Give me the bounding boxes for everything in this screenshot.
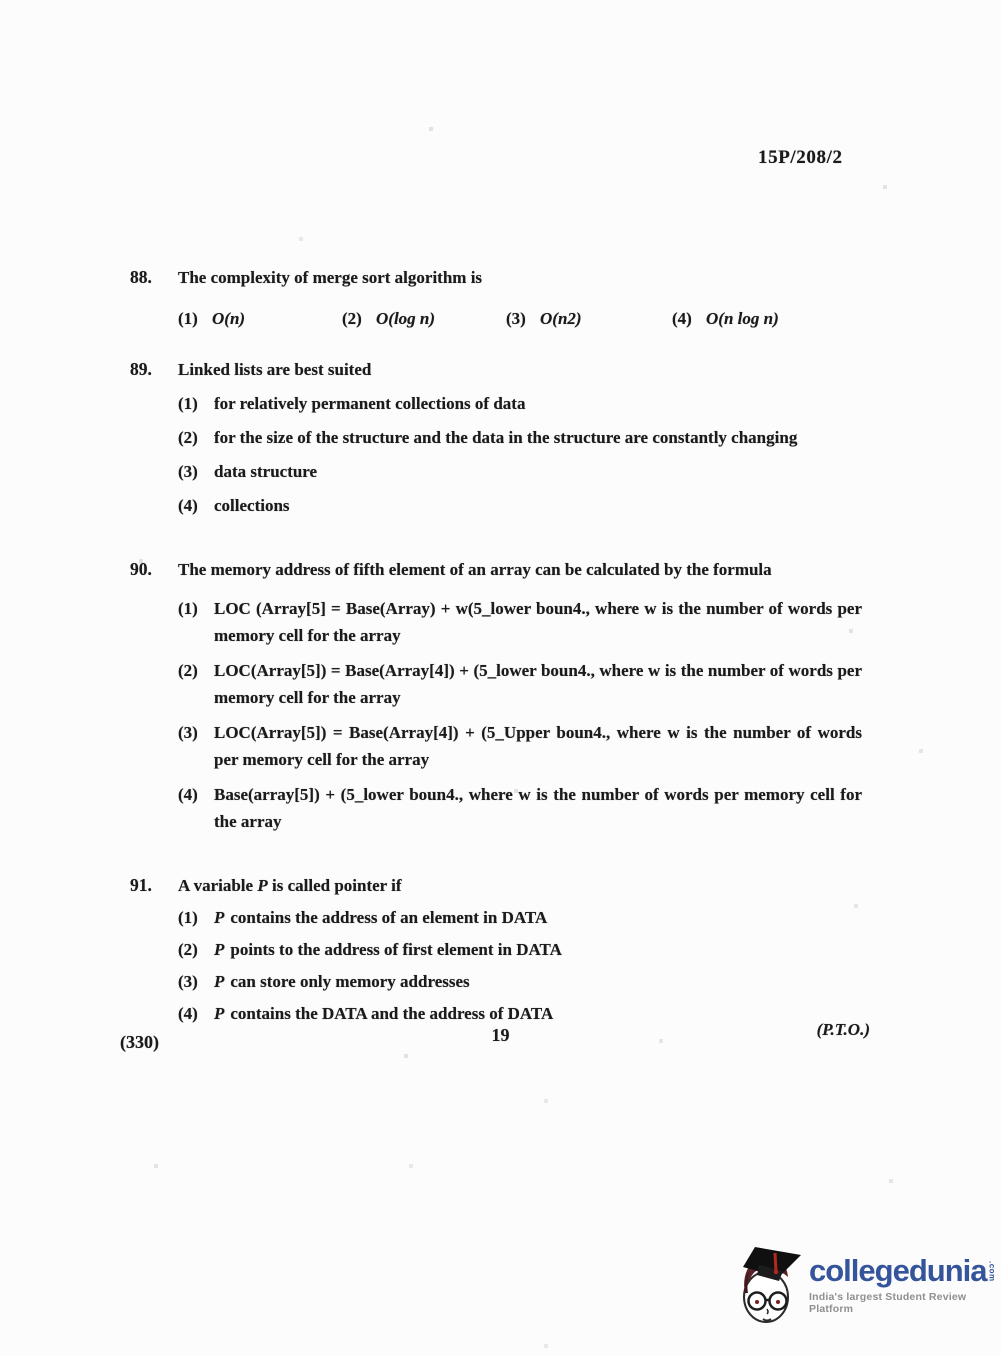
question-text — [178, 872, 402, 899]
option-3 — [178, 458, 878, 485]
option-4 — [178, 781, 878, 835]
option-text: LOC(Array[5]) = Base(Array[4]) + (5_Upper boun4., where w is the number of words per memory cell for the array — [214, 723, 862, 769]
option-label: (2) — [178, 428, 198, 447]
question-text-pre: A variable — [178, 876, 258, 895]
option-1 — [178, 305, 342, 332]
option-text — [214, 968, 470, 995]
option-label: (3) — [178, 972, 198, 991]
page-number: 19 — [491, 1025, 510, 1045]
option-2 — [178, 424, 878, 451]
option-2 — [178, 936, 878, 963]
option-text — [214, 904, 547, 931]
question-90-head — [130, 556, 878, 583]
pto-note: (P.T.O.) — [816, 1020, 870, 1039]
option-label: (4) — [178, 496, 198, 515]
question-text: Linked lists are best suited — [178, 360, 372, 379]
option-text: LOC(Array[5]) = Base(Array[4]) + (5_lower boun4., where w is the number of words per memory cell for the array — [214, 661, 862, 707]
option-text: Base(array[5]) + (5_lower boun4., where w is the number of words per memory cell for the array — [214, 785, 862, 831]
option-label: (1) — [178, 394, 198, 413]
paper-code: 15P/208/2 — [758, 147, 843, 168]
scan-speckles — [0, 0, 2, 2]
option-text: O(n log n) — [706, 309, 779, 328]
option-text: for relatively permanent collections of data — [214, 394, 526, 413]
question-88-options — [178, 305, 878, 332]
option-text-body: contains the address of an element in DATA — [230, 908, 548, 927]
option-3 — [178, 719, 878, 773]
logo-domain-text: .com — [987, 1261, 997, 1282]
collegedunia-logo — [733, 1243, 997, 1343]
collegedunia-mascot-icon — [733, 1243, 805, 1335]
option-4 — [672, 305, 779, 332]
option-text-body: can store only memory addresses — [230, 972, 470, 991]
logo-brand-row — [809, 1255, 996, 1287]
option-label: (2) — [342, 309, 362, 328]
option-label: (1) — [178, 599, 198, 618]
question-90-options — [178, 595, 878, 835]
option-text: O(n) — [212, 309, 246, 328]
question-88 — [130, 264, 878, 332]
option-text: O(n2) — [540, 309, 582, 328]
option-label: (3) — [178, 462, 198, 481]
question-88-head — [130, 264, 878, 291]
question-91-options — [178, 904, 878, 1027]
option-4 — [178, 492, 878, 519]
question-89-options — [178, 390, 878, 519]
question-text: The memory address of fifth element of an array can be calculated by the formula — [178, 560, 772, 579]
question-number: 90. — [130, 559, 152, 579]
variable-p: P — [214, 972, 225, 991]
option-text-body: contains the DATA and the address of DATA — [230, 1004, 554, 1023]
option-text: data structure — [214, 462, 318, 481]
variable-p: P — [214, 940, 225, 959]
option-label: (1) — [178, 309, 198, 328]
option-text — [214, 1000, 553, 1027]
option-text — [214, 936, 562, 963]
question-number: 89. — [130, 359, 152, 379]
option-4 — [178, 1000, 878, 1027]
logo-tagline: India's largest Student Review Platform — [809, 1291, 967, 1315]
option-text: collections — [214, 496, 290, 515]
logo-brand-text: collegedunia — [809, 1253, 987, 1288]
option-label: (4) — [178, 785, 198, 804]
option-label: (1) — [178, 908, 198, 927]
question-number: 88. — [130, 267, 152, 287]
option-label: (4) — [672, 309, 692, 328]
option-label: (2) — [178, 940, 198, 959]
option-text-body: points to the address of first element in DATA — [230, 940, 562, 959]
option-text: O(log n) — [376, 309, 436, 328]
option-label: (3) — [178, 723, 198, 742]
option-1 — [178, 390, 878, 417]
question-90 — [130, 556, 878, 841]
question-number: 91. — [130, 875, 152, 895]
option-text: for the size of the structure and the data in the structure are constantly changing — [214, 428, 798, 447]
option-3 — [178, 968, 878, 995]
option-label: (4) — [178, 1004, 198, 1023]
question-91-head — [130, 872, 878, 899]
option-2 — [178, 657, 878, 711]
option-text: LOC (Array[5] = Base(Array) + w(5_lower boun4., where w is the number of words per memory cell for the array — [214, 599, 862, 645]
option-2 — [342, 305, 506, 332]
logo-text-column — [809, 1255, 996, 1315]
option-3 — [506, 305, 672, 332]
option-1 — [178, 904, 878, 931]
question-text-post: is called pointer if — [267, 876, 402, 895]
question-text: The complexity of merge sort algorithm is — [178, 268, 483, 287]
booklet-code: (330) — [120, 1032, 159, 1052]
option-label: (2) — [178, 661, 198, 680]
option-label: (3) — [506, 309, 526, 328]
question-89-head — [130, 356, 878, 383]
question-91 — [130, 872, 878, 1027]
variable-p: P — [214, 1004, 225, 1023]
question-89 — [130, 356, 878, 519]
variable-p: P — [257, 876, 268, 895]
option-1 — [178, 595, 878, 649]
variable-p: P — [214, 908, 225, 927]
